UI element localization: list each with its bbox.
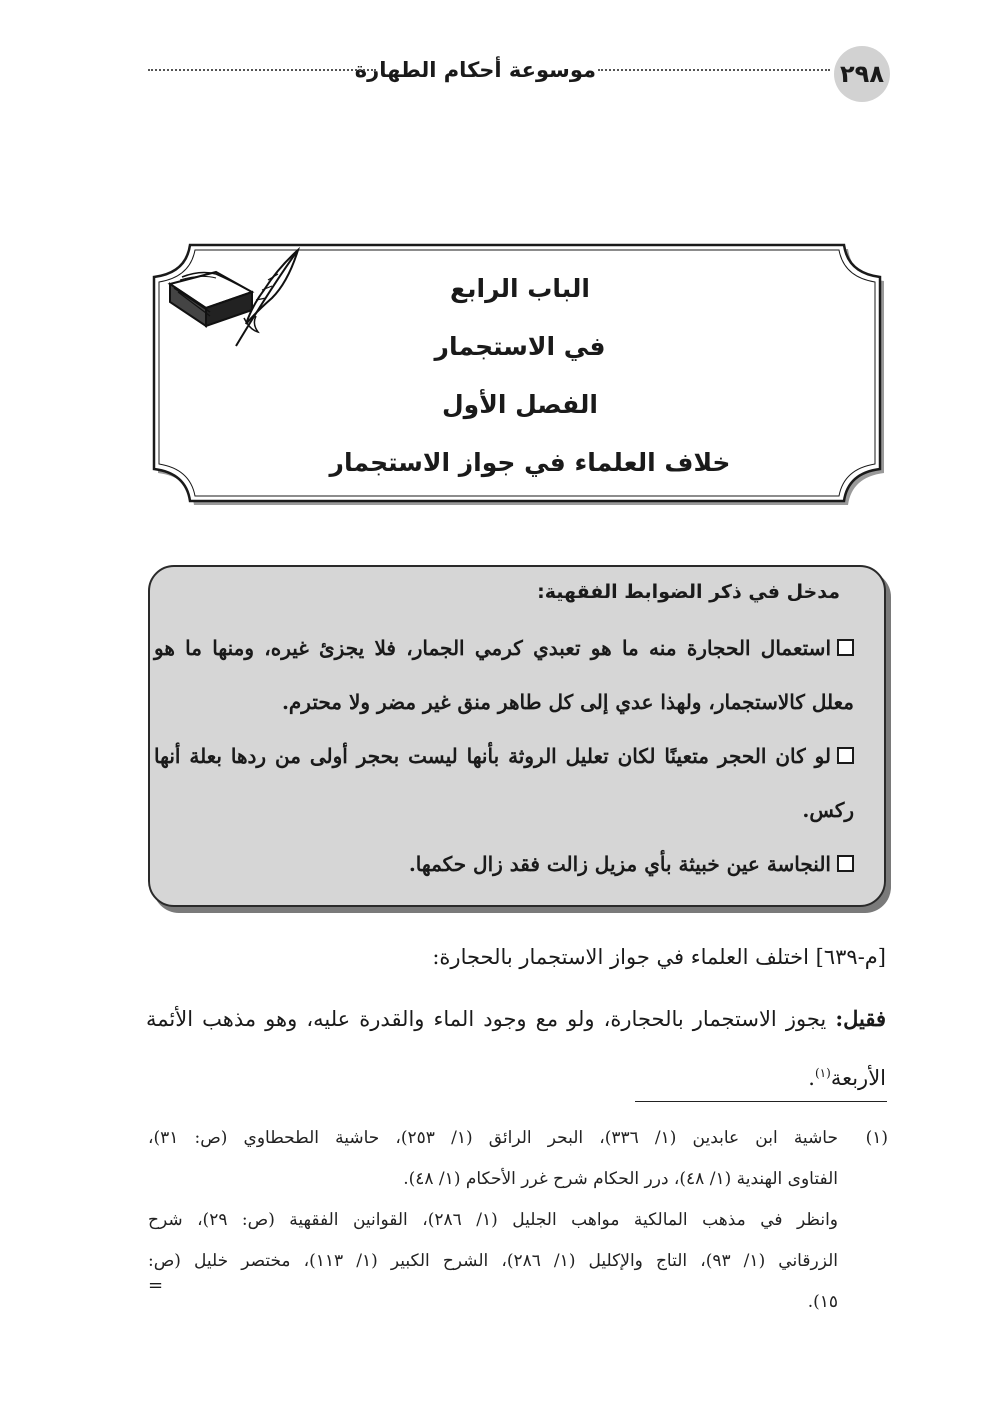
checkbox-bullet-icon — [837, 855, 854, 872]
chapter-part-heading: الباب الرابع — [450, 274, 590, 303]
footnote-number: (١) — [865, 1128, 888, 1148]
footnote-body — [148, 1118, 838, 1323]
issue-statement: [م-٦٣٩] اختلف العلماء في جواز الاستجمار بالحجارة: — [432, 945, 886, 969]
section-heading: الفصل الأول — [441, 390, 599, 419]
header-dotted-rule-right — [598, 69, 830, 71]
running-title: موسوعة أحكام الطهارة — [354, 58, 596, 82]
footnote-reference[interactable]: (١) — [814, 1066, 831, 1080]
section-title: خلاف العلماء في جواز الاستجمار — [329, 448, 731, 477]
footnote-line: ١٥). — [807, 1292, 838, 1312]
jurisprudential-rules-box — [148, 565, 886, 907]
footnote-line: وانظر في مذهب المالكية مواهب الجليل (١/ ٢٨٦)، القوانين الفقهية (ص: ٢٩)، شرح — [148, 1210, 838, 1230]
opinion-lead: فقيل: — [835, 1006, 886, 1031]
footnote — [148, 1118, 888, 1323]
checkbox-bullet-icon — [837, 639, 854, 656]
chapter-part-topic: في الاستجمار — [434, 332, 606, 361]
first-opinion-paragraph — [146, 992, 886, 1105]
rules-box-title: مدخل في ذكر الضوابط الفقهية: — [537, 581, 840, 603]
rule-item-text: لو كان الحجر متعينًا لكان تعليل الروثة بأنها ليست بحجر أولى من ردها بعلة أنها ركس. — [154, 744, 854, 822]
opinion-end: . — [808, 1066, 815, 1090]
footnote-line: الزرقاني (١/ ٩٣)، التاج والإكليل (١/ ٢٨٦)، الشرح الكبير (١/ ١١٣)، مختصر خليل (ص: — [148, 1251, 838, 1271]
rule-item-text: النجاسة عين خبيثة بأي مزيل زالت فقد زال حكمها. — [408, 852, 831, 876]
rule-item — [154, 729, 854, 837]
footnote-separator — [635, 1101, 887, 1102]
rule-item — [154, 837, 854, 891]
footnote-line: الفتاوى الهندية (١/ ٤٨)، درر الحكام شرح غرر الأحكام (١/ ٤٨). — [403, 1169, 838, 1189]
checkbox-bullet-icon — [837, 747, 854, 764]
rule-item-text: استعمال الحجارة منه ما هو تعبدي كرمي الجمار، فلا يجزئ غيره، ومنها ما هو معلل كالاستجمار، ولهذا عدي إلى كل طاهر منق غير مضر ولا محترم. — [154, 636, 854, 714]
footnote-line: حاشية ابن عابدين (١/ ٣٣٦)، البحر الرائق (١/ ٢٥٣)، حاشية الطحطاوي (ص: ٣١)، — [148, 1128, 838, 1148]
page-number: ٢٩٨ — [834, 46, 890, 102]
header-dotted-rule-left — [148, 69, 376, 71]
opinion-text: يجوز الاستجمار بالحجارة، ولو مع وجود الماء والقدرة عليه، وهو مذهب الأئمة الأربعة — [146, 1007, 886, 1090]
continuation-mark: = — [148, 1275, 164, 1296]
rule-item — [154, 621, 854, 729]
